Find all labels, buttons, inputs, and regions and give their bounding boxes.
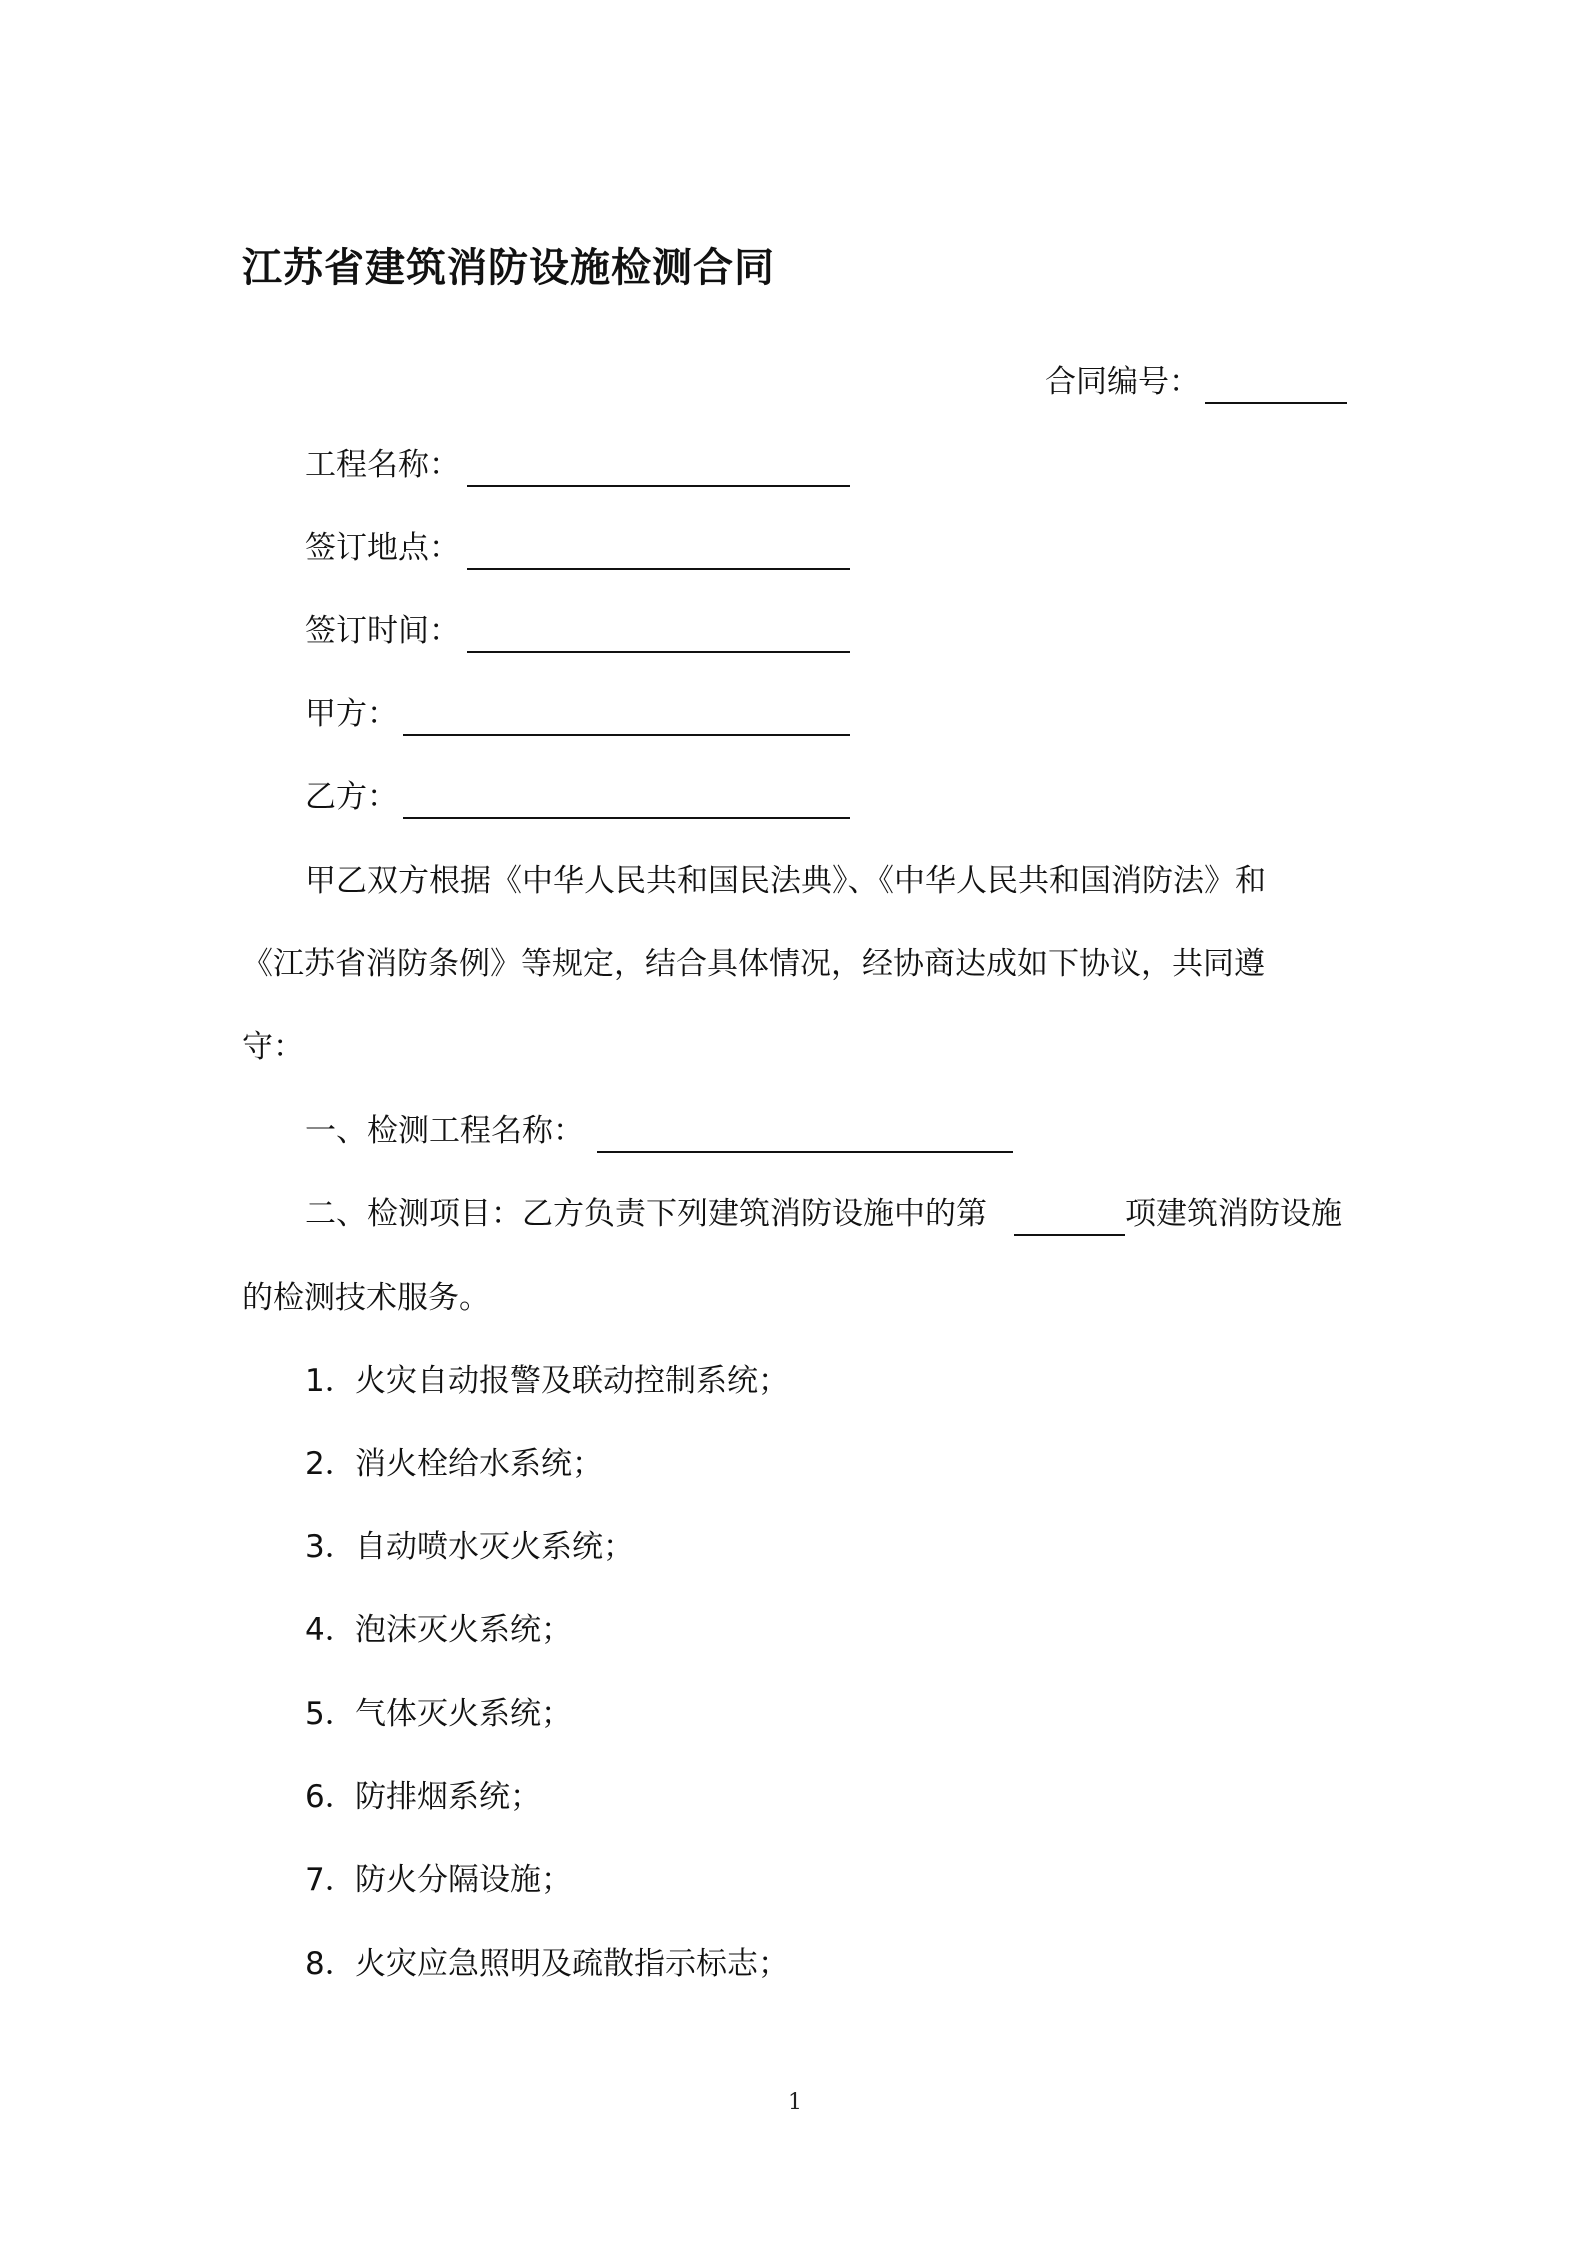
clause-1-label: 一、检测工程名称： (305, 1113, 584, 1149)
clause-2-blank (1014, 1234, 1125, 1236)
list-item-text: 火灾自动报警及联动控制系统； (355, 1363, 789, 1399)
list-item (305, 1860, 572, 1900)
document-title: 江苏省建筑消防设施检测合同 (242, 245, 775, 291)
list-item-text: 火灾应急照明及疏散指示标志； (355, 1946, 789, 1982)
preamble-line-2: 《江苏省消防条例》等规定，结合具体情况，经协商达成如下协议，共同遵 (242, 946, 1265, 982)
signing-time-label: 签订时间： (305, 613, 460, 649)
list-item-text: 泡沫灭火系统； (355, 1612, 572, 1648)
list-item-number: 5． (305, 1696, 356, 1732)
preamble-line-1: 甲乙双方根据《中华人民共和国民法典》、《中华人民共和国消防法》和 (305, 863, 1266, 899)
list-item (305, 1694, 572, 1734)
list-item-text: 自动喷水灭火系统； (355, 1529, 634, 1565)
list-item-number: 3． (305, 1529, 356, 1565)
list-item-number: 7． (305, 1862, 356, 1898)
clause-2-line-2: 的检测技术服务。 (242, 1280, 490, 1316)
list-item (305, 1527, 634, 1567)
list-item-number: 1． (305, 1363, 356, 1399)
page-number: 1 (788, 2090, 802, 2115)
contract-number-blank (1205, 402, 1347, 404)
signing-place-blank (467, 568, 850, 570)
list-item-number: 6． (305, 1779, 356, 1815)
party-a-label: 甲方： (305, 696, 398, 732)
list-item-text: 气体灭火系统； (355, 1696, 572, 1732)
list-item (305, 1361, 789, 1401)
list-item-number: 2． (305, 1446, 356, 1482)
signing-time-blank (467, 651, 850, 653)
list-item (305, 1944, 789, 1984)
list-item (305, 1444, 603, 1484)
list-item-number: 4． (305, 1612, 356, 1648)
party-b-label: 乙方： (305, 779, 398, 815)
list-item-text: 防排烟系统； (355, 1779, 541, 1815)
party-a-blank (403, 734, 850, 736)
clause-2-suffix: 项建筑消防设施 (1125, 1196, 1342, 1232)
list-item-number: 8． (305, 1946, 356, 1982)
list-item-text: 消火栓给水系统； (355, 1446, 603, 1482)
signing-place-label: 签订地点： (305, 530, 460, 566)
list-item-text: 防火分隔设施； (355, 1862, 572, 1898)
party-b-blank (403, 817, 850, 819)
contract-number-label: 合同编号： (1045, 364, 1200, 400)
clause-2-prefix: 二、检测项目：乙方负责下列建筑消防设施中的第 (305, 1196, 987, 1232)
clause-1-blank (597, 1151, 1013, 1153)
list-item (305, 1777, 541, 1817)
list-item (305, 1610, 572, 1650)
preamble-line-3: 守： (242, 1029, 304, 1065)
project-name-blank (467, 485, 850, 487)
project-name-label: 工程名称： (305, 447, 460, 483)
